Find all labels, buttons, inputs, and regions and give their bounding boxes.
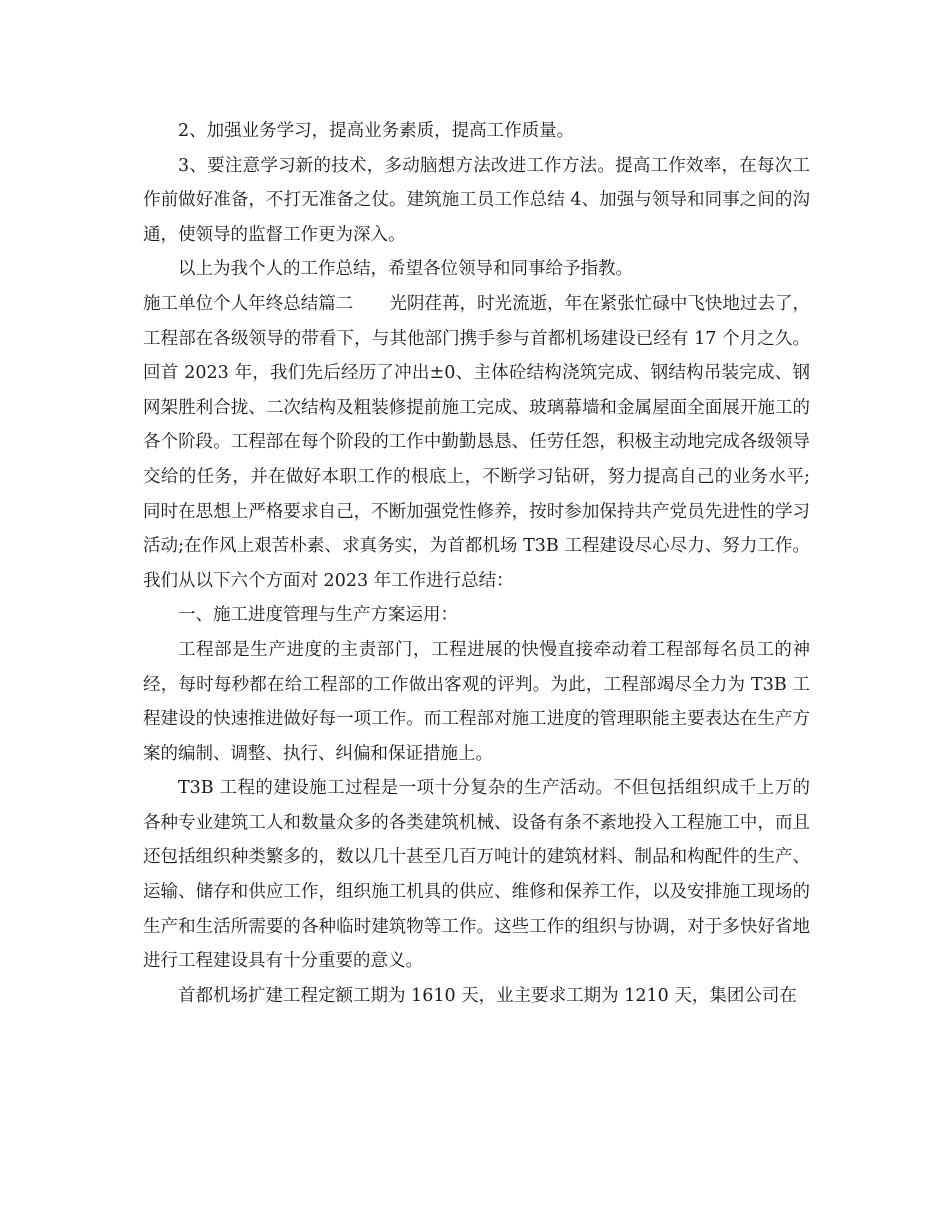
paragraph-7: T3B 工程的建设施工过程是一项十分复杂的生产活动。不但包括组织成千上万的各种专业建筑工人和数量众多的各类建筑机械、设备有条不紊地投入工程施工中，而且还包括组织种类繁多的，数以几十甚至几百万吨计的建筑材料、制品和构配件的生产、运输、储存和供应工作，组织施工机具的供应、维修和保养工作，以及安排施工现场的生产和生活所需要的各种临时建筑物等工作。这些工作的组织与协调，对于多快好省地进行工程建设具有十分重要的意义。: [143, 778, 810, 972]
paragraph-2: 3、要注意学习新的技术，多动脑想方法改进工作方法。提高工作效率，在每次工作前做好准备，不打无准备之仗。建筑施工员工作总结 4、加强与领导和同事之间的沟通，使领导的监督工作更为深入。: [143, 155, 810, 245]
paragraph-4: [143, 287, 810, 598]
paragraph-4-text: 光阴荏苒，时光流逝，年在紧张忙碌中飞快地过去了，工程部在各级领导的带看下，与其他部门携手参与首都机场建设已经有 17 个月之久。回首 2023 年，我们先后经历了冲出±0、主体砼结构浇筑完成、钢结构吊装完成、钢网架胜利合拢、二次结构及粗装修提前施工完成、玻璃幕墙和金属屋面全面展开施工的各个阶段。工程部在每个阶段的工作中勤勤恳恳、任劳任怨，积极主动地完成各级领导交给的任务，并在做好本职工作的根底上，不断学习钻研，努力提高自己的业务水平;同时在思想上严格要求自己，不断加强党性修养，按时参加保持共产党员先进性的学习活动;在作风上艰苦朴素、求真务实，为首都机场 T3B 工程建设尽心尽力、努力工作。我们从以下六个方面对 2023 年工作进行总结：: [143, 293, 811, 591]
paragraph-8: 首都机场扩建工程定额工期为 1610 天，业主要求工期为 1210 天，集团公司在: [178, 985, 797, 1006]
section-heading: 施工单位个人年终总结篇二: [143, 293, 354, 314]
paragraph-1: 2、加强业务学习，提高业务素质，提高工作质量。: [178, 121, 575, 141]
paragraph-5: 一、施工进度管理与生产方案运用：: [178, 605, 458, 626]
paragraph-6: 工程部是生产进度的主责部门，工程进展的快慢直接牵动着工程部每名员工的神经，每时每秒都在给工程部的工作做出客观的评判。为此，工程部竭尽全力为 T3B 工程建设的快速推进做好每一项工作。而工程部对施工进度的管理职能主要表达在生产方案的编制、调整、执行、纠偏和保证措施上。: [143, 639, 810, 764]
paragraph-3: 以上为我个人的工作总结，希望各位领导和同事给予指教。: [178, 259, 633, 280]
document-body: [143, 114, 810, 1013]
